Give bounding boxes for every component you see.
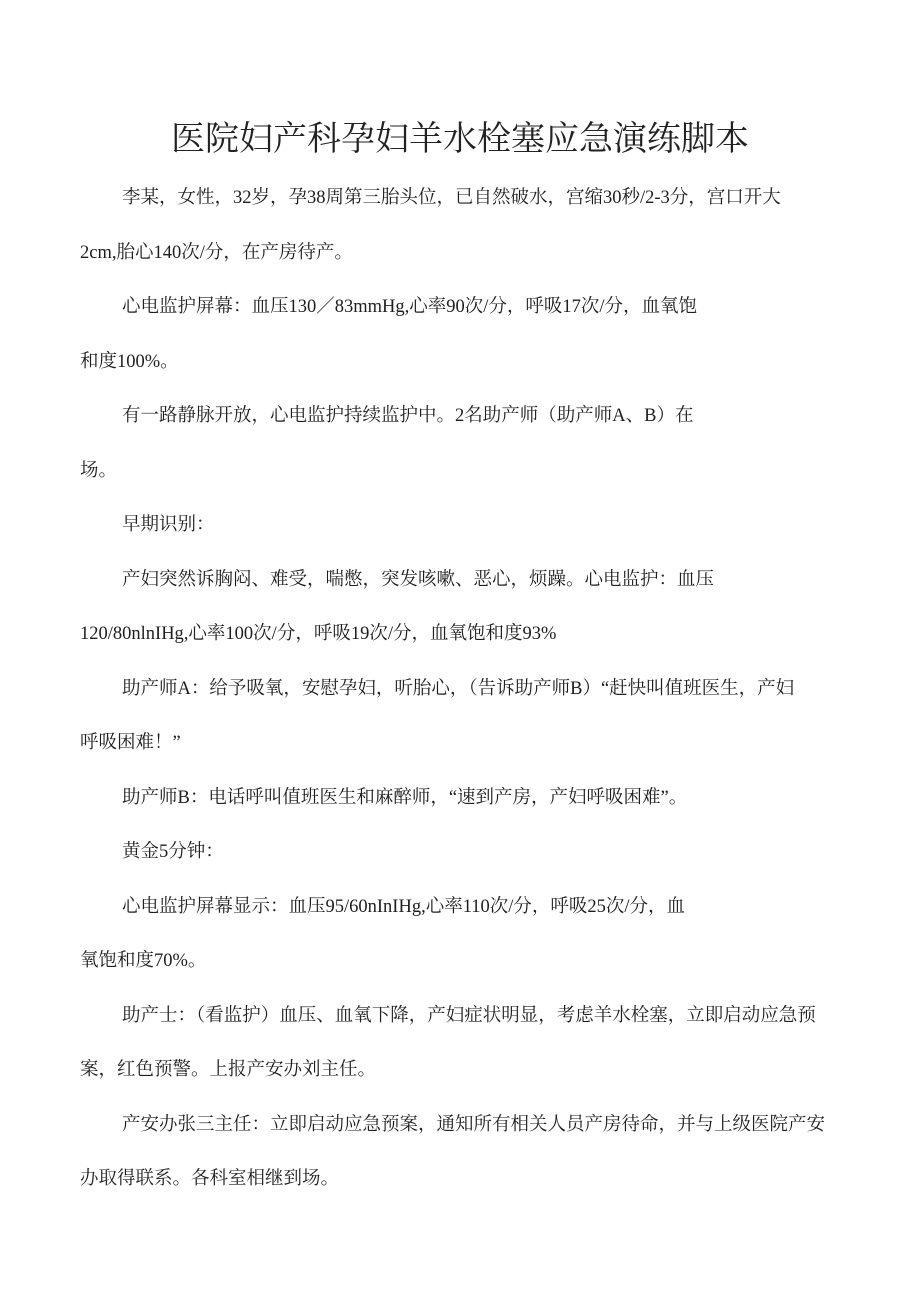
section-heading: 黄金5分钟：: [122, 842, 224, 862]
section-heading-golden-five-minutes: [0, 825, 920, 880]
paragraph-patient-info: [0, 171, 920, 280]
paragraph-monitor-baseline: [0, 280, 920, 389]
paragraph-line: 助产士：（看监护）血压、血氧下降，产妇症状明显，考虑羊水栓塞，立即启动应急预: [122, 1005, 816, 1026]
document-title: 医院妇产科孕妇羊水栓塞应急演练脚本: [171, 121, 749, 158]
paragraph-staff-setup: [0, 389, 920, 498]
section-heading: 早期识别：: [122, 515, 215, 535]
paragraph-line: 120/80nlnIHg,心率100次/分，呼吸19次/分，血氧饱和度93%: [80, 624, 557, 644]
paragraph-line: 2cm,胎心140次/分，在产房待产。: [80, 242, 353, 263]
paragraph-line: 场。: [80, 460, 118, 481]
paragraph-symptoms: [0, 553, 920, 662]
paragraph-line: 办取得联系。各科室相继到场。: [80, 1169, 340, 1189]
paragraph-line: 助产师A：给予吸氧，安慰孕妇，听胎心，（告诉助产师B）“赶快叫值班医生，产妇: [122, 678, 795, 699]
paragraph-line: 心电监护屏幕显示：血压95/60nInIHg,心率110次/分，呼吸25次/分，血: [122, 896, 686, 917]
paragraph-line: 产妇突然诉胸闷、难受，喘憋，突发咳嗽、恶心，烦躁。心电监护：血压: [122, 569, 715, 590]
paragraph-line: 产安办张三主任：立即启动应急预案，通知所有相关人员产房待命，并与上级医院产安: [122, 1114, 826, 1135]
paragraph-line: 有一路静脉开放，心电监护持续监护中。2名助产师（助产师A、B）在: [122, 406, 694, 426]
paragraph-line: 李某，女性，32岁，孕38周第三胎头位，已自然破水，宫缩30秒/2-3分，宫口开大: [122, 188, 781, 208]
paragraph-line: 氧饱和度70%。: [80, 951, 207, 971]
paragraph-midwife-b: [0, 771, 920, 826]
section-heading-early-recognition: [0, 498, 920, 553]
paragraph-line: 呼吸困难！”: [80, 733, 181, 753]
paragraph-line: 和度100%。: [80, 351, 179, 372]
document-body: [0, 171, 920, 1207]
paragraph-director-response: [0, 1098, 920, 1207]
paragraph-midwife-a: [0, 662, 920, 771]
paragraph-midwife-assessment: [0, 989, 920, 1098]
paragraph-line: 案，红色预警。上报产安办刘主任。: [80, 1060, 377, 1080]
paragraph-line: 心电监护屏幕：血压130／83mmHg,心率90次/分，呼吸17次/分，血氧饱: [122, 297, 698, 317]
paragraph-monitor-deterioration: [0, 880, 920, 989]
paragraph-line: 助产师B：电话呼叫值班医生和麻醉师，“速到产房，产妇呼吸困难”。: [122, 787, 688, 808]
